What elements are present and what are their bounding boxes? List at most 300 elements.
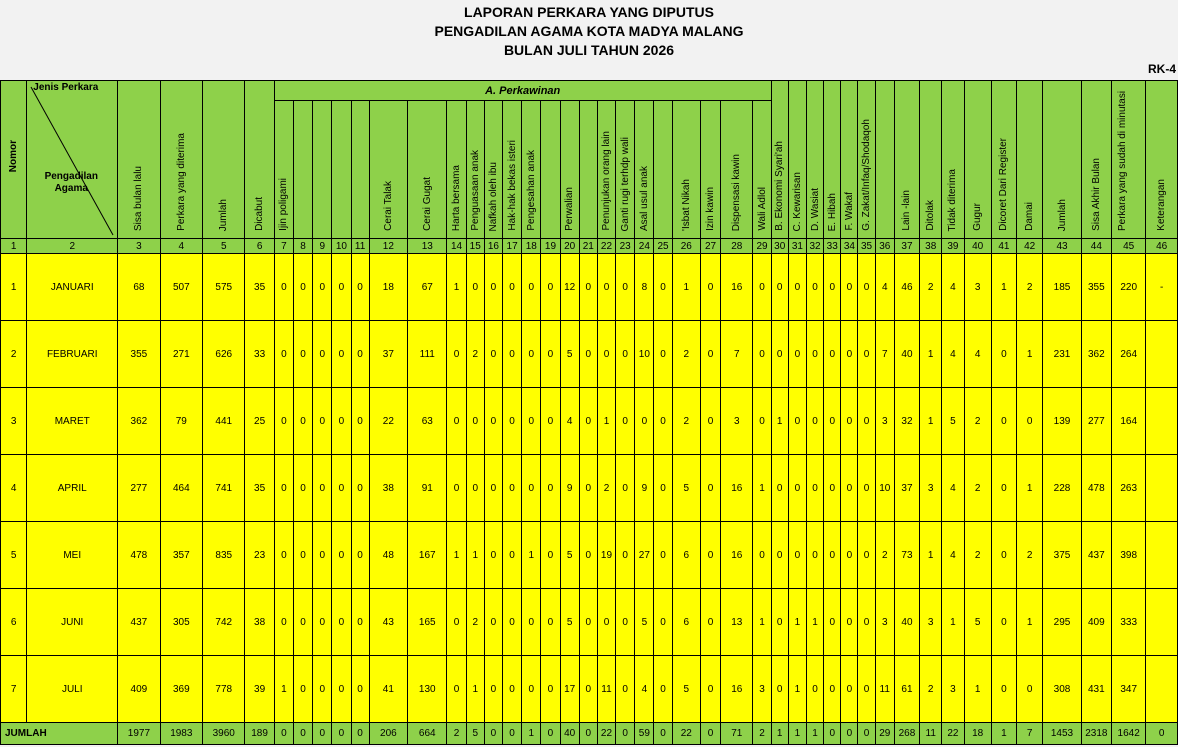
value-cell: 0 (502, 254, 521, 321)
value-cell: 0 (991, 656, 1016, 723)
value-cell: 0 (332, 455, 351, 522)
value-cell: 4 (942, 254, 964, 321)
value-cell (1146, 522, 1178, 589)
col-14-header (447, 101, 466, 239)
value-cell: 0 (484, 522, 502, 589)
value-cell: 0 (858, 254, 875, 321)
value-cell: 63 (408, 388, 447, 455)
col-37-header (894, 81, 919, 239)
table-row (1, 656, 1178, 723)
col-45-header (1112, 81, 1146, 239)
value-cell: 0 (466, 254, 484, 321)
value-cell (1146, 455, 1178, 522)
column-number-cell: 28 (721, 239, 753, 254)
column-number-cell: 9 (313, 239, 332, 254)
value-cell: 0 (541, 321, 560, 388)
total-value-cell: 0 (274, 723, 293, 745)
value-cell: 0 (753, 321, 771, 388)
column-number-cell: 45 (1112, 239, 1146, 254)
value-cell: 43 (369, 589, 407, 656)
value-cell: 0 (484, 589, 502, 656)
value-cell: 32 (894, 388, 919, 455)
value-cell: 3 (920, 589, 942, 656)
column-number-cell: 37 (894, 239, 919, 254)
value-cell (1146, 656, 1178, 723)
value-cell: 0 (351, 589, 369, 656)
value-cell: 5 (942, 388, 964, 455)
column-number-cell: 13 (408, 239, 447, 254)
col-nomor-header (1, 81, 27, 239)
value-cell: 0 (522, 589, 541, 656)
value-cell: 0 (858, 589, 875, 656)
value-cell: - (1146, 254, 1178, 321)
value-cell: 0 (788, 522, 806, 589)
value-cell: 1 (788, 589, 806, 656)
value-cell: 16 (721, 656, 753, 723)
total-value-cell: 1453 (1043, 723, 1081, 745)
total-value-cell: 0 (541, 723, 560, 745)
table-row (1, 455, 1178, 522)
column-number-cell: 19 (541, 239, 560, 254)
column-number-cell: 5 (203, 239, 245, 254)
value-cell: 9 (560, 455, 579, 522)
col-10-header (332, 101, 351, 239)
total-row (1, 723, 1178, 745)
column-number-cell: 41 (991, 239, 1016, 254)
col-5-header (203, 81, 245, 239)
col-3-header (118, 81, 160, 239)
row-number-cell: 4 (1, 455, 27, 522)
value-cell: 0 (332, 589, 351, 656)
value-cell: 6 (672, 522, 700, 589)
value-cell: 5 (964, 589, 991, 656)
value-cell: 40 (894, 321, 919, 388)
value-cell: 1 (522, 522, 541, 589)
col-17-header (502, 101, 521, 239)
value-cell: 362 (1081, 321, 1111, 388)
value-cell: 0 (579, 589, 597, 656)
total-value-cell: 1 (788, 723, 806, 745)
col-39-header (942, 81, 964, 239)
value-cell: 3 (875, 589, 894, 656)
column-number-cell: 22 (597, 239, 615, 254)
row-number-cell: 6 (1, 589, 27, 656)
month-cell: MARET (27, 388, 118, 455)
col-29-label: Wali Adlol (756, 187, 768, 231)
value-cell: 0 (616, 321, 635, 388)
value-cell: 0 (579, 388, 597, 455)
column-number-cell: 39 (942, 239, 964, 254)
value-cell: 0 (700, 589, 720, 656)
value-cell: 0 (522, 388, 541, 455)
col-30-label: B. Ekonomi Syari'ah (774, 141, 786, 231)
value-cell: 0 (654, 321, 672, 388)
col-18-label: Pengesahan anak (525, 150, 537, 231)
value-cell: 12 (560, 254, 579, 321)
col-20-label: Perwalian (564, 187, 576, 231)
value-cell: 5 (560, 321, 579, 388)
value-cell: 22 (369, 388, 407, 455)
value-cell: 0 (579, 522, 597, 589)
value-cell: 4 (560, 388, 579, 455)
value-cell: 0 (351, 455, 369, 522)
value-cell: 0 (824, 455, 841, 522)
col-4-label: Perkara yang diterima (175, 133, 187, 231)
value-cell: 2 (964, 455, 991, 522)
total-value-cell: 0 (841, 723, 858, 745)
column-number-cell: 10 (332, 239, 351, 254)
value-cell: 0 (351, 321, 369, 388)
report-title (0, 0, 1178, 78)
report-body (1, 254, 1178, 745)
value-cell: 1 (920, 321, 942, 388)
value-cell: 0 (502, 522, 521, 589)
value-cell: 7 (721, 321, 753, 388)
value-cell: 0 (293, 388, 312, 455)
table-row (1, 522, 1178, 589)
col-jenis-perkara-header (27, 81, 118, 239)
value-cell: 0 (502, 455, 521, 522)
value-cell: 0 (579, 656, 597, 723)
value-cell: 0 (541, 589, 560, 656)
value-cell: 46 (894, 254, 919, 321)
value-cell: 0 (502, 656, 521, 723)
value-cell: 0 (1017, 656, 1043, 723)
value-cell: 111 (408, 321, 447, 388)
total-value-cell: 0 (293, 723, 312, 745)
value-cell: 0 (824, 254, 841, 321)
value-cell: 3 (920, 455, 942, 522)
value-cell: 478 (118, 522, 160, 589)
col-46-label: Keterangan (1156, 179, 1168, 231)
column-number-cell: 27 (700, 239, 720, 254)
total-value-cell: 0 (616, 723, 635, 745)
total-value-cell: 22 (597, 723, 615, 745)
value-cell: 742 (203, 589, 245, 656)
total-value-cell: 1 (991, 723, 1016, 745)
value-cell: 1 (274, 656, 293, 723)
value-cell: 0 (753, 254, 771, 321)
value-cell: 0 (858, 656, 875, 723)
value-cell: 1 (920, 388, 942, 455)
value-cell: 0 (332, 321, 351, 388)
col-31-header (788, 81, 806, 239)
column-number-cell: 30 (771, 239, 788, 254)
total-value-cell: 2 (753, 723, 771, 745)
value-cell: 2 (466, 321, 484, 388)
total-value-cell: 664 (408, 723, 447, 745)
value-cell: 0 (351, 254, 369, 321)
value-cell: 37 (369, 321, 407, 388)
total-value-cell: 1983 (160, 723, 202, 745)
value-cell: 68 (118, 254, 160, 321)
total-value-cell: 11 (920, 723, 942, 745)
value-cell: 2 (672, 388, 700, 455)
col-3-label: Sisa bulan lalu (133, 165, 145, 231)
value-cell: 5 (635, 589, 654, 656)
value-cell: 0 (1017, 388, 1043, 455)
table-row (1, 254, 1178, 321)
total-value-cell: 18 (964, 723, 991, 745)
col-24-header (635, 101, 654, 239)
value-cell: 0 (293, 321, 312, 388)
value-cell: 3 (875, 388, 894, 455)
col-20-header (560, 101, 579, 239)
value-cell: 0 (771, 589, 788, 656)
total-value-cell: 3960 (203, 723, 245, 745)
value-cell: 305 (160, 589, 202, 656)
value-cell: 0 (293, 455, 312, 522)
value-cell: 0 (841, 656, 858, 723)
value-cell: 231 (1043, 321, 1081, 388)
value-cell: 8 (635, 254, 654, 321)
value-cell: 0 (597, 321, 615, 388)
value-cell: 0 (635, 388, 654, 455)
value-cell: 0 (522, 321, 541, 388)
value-cell: 41 (369, 656, 407, 723)
col-11-header (351, 101, 369, 239)
col-28-label: Dispensasi kawin (731, 153, 743, 231)
value-cell: 1 (466, 656, 484, 723)
col-19-header (541, 101, 560, 239)
row-number-cell: 5 (1, 522, 27, 589)
value-cell: 0 (771, 321, 788, 388)
value-cell: 0 (654, 522, 672, 589)
jenis-perkara-label: Jenis Perkara (33, 82, 99, 93)
value-cell: 478 (1081, 455, 1111, 522)
total-value-cell: 1 (771, 723, 788, 745)
value-cell: 3 (753, 656, 771, 723)
value-cell: 431 (1081, 656, 1111, 723)
column-number-cell: 42 (1017, 239, 1043, 254)
value-cell: 0 (824, 656, 841, 723)
column-number-cell: 31 (788, 239, 806, 254)
value-cell: 10 (635, 321, 654, 388)
col-41-header (991, 81, 1016, 239)
value-cell: 0 (616, 388, 635, 455)
value-cell: 409 (118, 656, 160, 723)
value-cell: 437 (1081, 522, 1111, 589)
form-code: RK-4 (1147, 62, 1176, 76)
row-number-cell: 3 (1, 388, 27, 455)
value-cell (1146, 321, 1178, 388)
value-cell: 277 (118, 455, 160, 522)
value-cell: 0 (788, 321, 806, 388)
value-cell: 5 (560, 589, 579, 656)
col-24-label: Asal usul anak (638, 165, 650, 231)
value-cell: 228 (1043, 455, 1081, 522)
value-cell: 0 (788, 254, 806, 321)
value-cell: 0 (771, 656, 788, 723)
value-cell: 13 (721, 589, 753, 656)
value-cell: 2 (1017, 522, 1043, 589)
value-cell: 3 (942, 656, 964, 723)
value-cell: 441 (203, 388, 245, 455)
value-cell: 1 (753, 589, 771, 656)
col-42-header (1017, 81, 1043, 239)
value-cell: 0 (841, 455, 858, 522)
value-cell: 437 (118, 589, 160, 656)
value-cell: 1 (466, 522, 484, 589)
value-cell: 347 (1112, 656, 1146, 723)
value-cell: 18 (369, 254, 407, 321)
value-cell: 35 (245, 455, 274, 522)
value-cell: 0 (806, 455, 823, 522)
value-cell: 0 (700, 254, 720, 321)
value-cell: 0 (484, 455, 502, 522)
value-cell: 5 (672, 455, 700, 522)
title-line-2: PENGADILAN AGAMA KOTA MADYA MALANG (434, 23, 744, 39)
col-36-header (875, 81, 894, 239)
value-cell: 0 (991, 455, 1016, 522)
col-4-header (160, 81, 202, 239)
col-37-label: Lain -lain (901, 190, 913, 231)
value-cell: 357 (160, 522, 202, 589)
value-cell: 741 (203, 455, 245, 522)
value-cell: 0 (274, 321, 293, 388)
value-cell: 2 (920, 656, 942, 723)
value-cell: 3 (721, 388, 753, 455)
value-cell: 4 (942, 321, 964, 388)
value-cell: 1 (1017, 589, 1043, 656)
value-cell: 9 (635, 455, 654, 522)
month-cell: JUNI (27, 589, 118, 656)
total-value-cell: 2 (447, 723, 466, 745)
value-cell: 0 (616, 455, 635, 522)
column-number-cell: 25 (654, 239, 672, 254)
column-number-cell: 43 (1043, 239, 1081, 254)
total-value-cell: 22 (672, 723, 700, 745)
value-cell: 264 (1112, 321, 1146, 388)
row-number-cell: 2 (1, 321, 27, 388)
column-number-cell: 23 (616, 239, 635, 254)
total-label: JUMLAH (1, 723, 118, 745)
section-a-header: A. Perkawinan (274, 81, 771, 101)
col-12-label: Cerai Talak (382, 181, 394, 231)
total-value-cell: 0 (313, 723, 332, 745)
col-16-header (484, 101, 502, 239)
value-cell: 73 (894, 522, 919, 589)
value-cell: 0 (332, 656, 351, 723)
total-value-cell: 1642 (1112, 723, 1146, 745)
column-number-cell: 21 (579, 239, 597, 254)
col-41-label: Dicoret Dari Register (998, 138, 1010, 231)
value-cell: 355 (1081, 254, 1111, 321)
value-cell: 7 (875, 321, 894, 388)
column-number-cell: 12 (369, 239, 407, 254)
col-39-label: Tidak diterima (947, 168, 959, 231)
value-cell: 4 (635, 656, 654, 723)
value-cell: 2 (1017, 254, 1043, 321)
month-cell: JULI (27, 656, 118, 723)
col-35-header (858, 81, 875, 239)
value-cell: 0 (700, 656, 720, 723)
table-row (1, 589, 1178, 656)
value-cell: 1 (597, 388, 615, 455)
value-cell: 0 (351, 388, 369, 455)
total-value-cell: 71 (721, 723, 753, 745)
column-number-cell: 16 (484, 239, 502, 254)
value-cell: 0 (841, 254, 858, 321)
column-number-cell: 35 (858, 239, 875, 254)
total-value-cell: 59 (635, 723, 654, 745)
value-cell: 0 (753, 522, 771, 589)
value-cell: 0 (274, 589, 293, 656)
col-29-header (753, 101, 771, 239)
value-cell: 0 (313, 455, 332, 522)
value-cell: 0 (447, 656, 466, 723)
total-value-cell: 40 (560, 723, 579, 745)
col-6-label: Dicabut (254, 197, 266, 231)
total-value-cell: 0 (654, 723, 672, 745)
value-cell: 263 (1112, 455, 1146, 522)
value-cell: 0 (597, 589, 615, 656)
value-cell: 139 (1043, 388, 1081, 455)
col-33-header (824, 81, 841, 239)
value-cell: 0 (806, 522, 823, 589)
table-row (1, 321, 1178, 388)
value-cell: 0 (447, 455, 466, 522)
value-cell: 67 (408, 254, 447, 321)
value-cell: 0 (841, 321, 858, 388)
pengadilan-agama-label: Pengadilan Agama (44, 171, 98, 194)
value-cell: 0 (806, 656, 823, 723)
value-cell: 0 (502, 589, 521, 656)
value-cell: 0 (522, 254, 541, 321)
value-cell: 0 (858, 321, 875, 388)
value-cell: 0 (654, 388, 672, 455)
total-value-cell: 0 (579, 723, 597, 745)
value-cell: 0 (616, 522, 635, 589)
value-cell: 0 (654, 455, 672, 522)
value-cell: 0 (293, 254, 312, 321)
value-cell: 11 (875, 656, 894, 723)
col-27-label: Izin kawin (705, 187, 716, 231)
value-cell: 0 (597, 254, 615, 321)
total-value-cell: 1 (522, 723, 541, 745)
value-cell: 0 (753, 388, 771, 455)
column-number-cell: 26 (672, 239, 700, 254)
value-cell: 6 (672, 589, 700, 656)
value-cell: 38 (369, 455, 407, 522)
value-cell: 1 (1017, 455, 1043, 522)
month-cell: APRIL (27, 455, 118, 522)
value-cell: 0 (788, 388, 806, 455)
value-cell: 1 (920, 522, 942, 589)
value-cell: 0 (858, 388, 875, 455)
value-cell: 0 (447, 589, 466, 656)
col-38-label: Ditolak (925, 200, 937, 231)
col-45-label: Perkara yang sudah di minutasi (1116, 90, 1128, 231)
total-value-cell: 0 (858, 723, 875, 745)
value-cell: 0 (824, 388, 841, 455)
col-44-label: Sisa Akhir Bulan (1090, 158, 1102, 231)
value-cell: 0 (824, 522, 841, 589)
col-43-header (1043, 81, 1081, 239)
value-cell: 1 (447, 254, 466, 321)
value-cell: 33 (245, 321, 274, 388)
value-cell: 1 (672, 254, 700, 321)
value-cell: 4 (964, 321, 991, 388)
col-15-label: Penguasaan anak (469, 150, 481, 231)
col-5-label: Jumlah (218, 198, 230, 231)
column-number-cell: 44 (1081, 239, 1111, 254)
value-cell: 0 (313, 656, 332, 723)
col-43-label: Jumlah (1056, 198, 1068, 231)
column-number-cell: 34 (841, 239, 858, 254)
value-cell: 1 (991, 254, 1016, 321)
col-6-header (245, 81, 274, 239)
